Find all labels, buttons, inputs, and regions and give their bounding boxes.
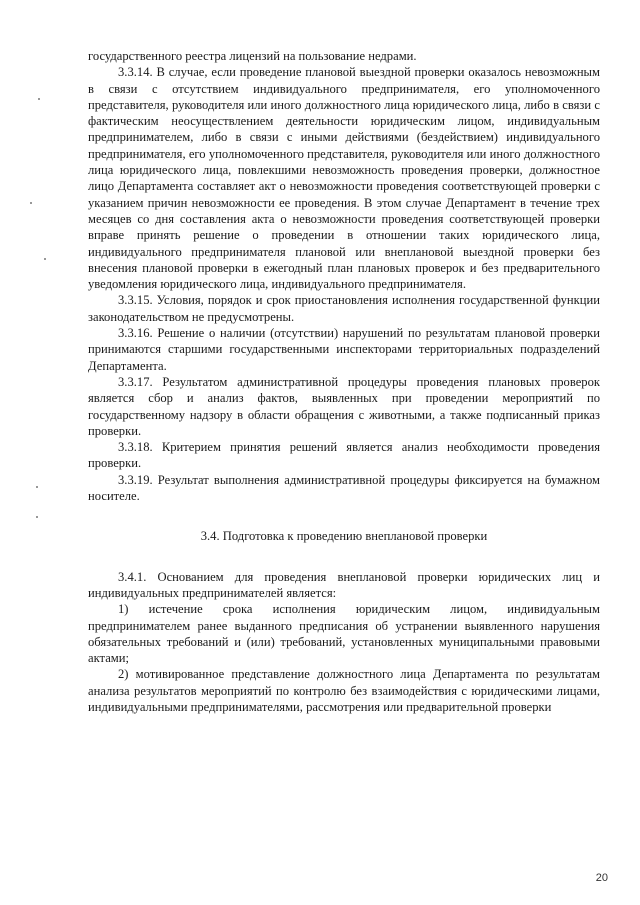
paragraph-3-3-14: 3.3.14. В случае, если проведение плановой выездной проверки оказалось невозможным в связи с отсутствием индивидуального предпринимателя, его уполномоченного представителя, руководителя или иного должностного лица юридического лица, либо в связи с фактическим неосуществлением деятельности юридическим лицом, индивидуальным предпринимателем, либо в связи с иными действиями (бездействием) индивидуального предпринимателя, его уполномоченного представителя, руководителя или иного должностного лица юридического лица, повлекшими невозможность проведения проверки, должностное лицо Департамента составляет акт о невозможности проведения соответствующей проверки с указанием причин невозможности ее проведения. В этом случае Департамент в течение трех месяцев со дня составления акта о невозможности проведения соответствующей проверки вправе принять решение о проведении в отношении таких юридического лица, индивидуального предпринимателя плановой или внеплановой выездной проверки без внесения плановой проверки в ежегодный план плановых проверок и без предварительного уведомления юридического лица, индивидуального предпринимателя. xyxy=(88,65,600,292)
list-item-2: 2) мотивированное представление должностного лица Департамента по результатам анализа результатов мероприятий по контролю без взаимодействия с юридическими лицами, индивидуальными предпринимателями, рассмотрения или предварительной проверки xyxy=(88,667,600,714)
section-heading-3-4: 3.4. Подготовка к проведению внеплановой проверки xyxy=(200,529,488,544)
list-item-1: 1) истечение срока исполнения юридическим лицом, индивидуальным предпринимателем ранее выданного предписания об устранении выявленного нарушения обязательных требований и (или) требований, установленных муниципальными правовыми актами; xyxy=(88,602,600,666)
paragraph-3-3-19: 3.3.19. Результат выполнения административной процедуры фиксируется на бумажном носителе. xyxy=(88,472,600,504)
paragraph-3-3-15: 3.3.15. Условия, порядок и срок приостановления исполнения государственной функции законодательством не предусмотрены. xyxy=(88,293,600,324)
page-number: 20 xyxy=(595,872,608,884)
scan-speck xyxy=(38,98,40,100)
scan-speck xyxy=(36,516,38,518)
paragraph-3-4-1: 3.4.1. Основанием для проведения внеплановой проверки юридических лиц и индивидуальных предпринимателей является: xyxy=(88,569,600,600)
paragraph-3-3-18: 3.3.18. Критерием принятия решений является анализ необходимости проведения проверки. xyxy=(88,440,600,471)
document-body xyxy=(88,48,600,715)
scan-speck xyxy=(36,486,38,488)
paragraph-continuation: государственного реестра лицензий на пользование недрами. xyxy=(88,49,417,63)
scan-speck xyxy=(44,258,46,260)
paragraph-3-3-16: 3.3.16. Решение о наличии (отсутствии) нарушений по результатам плановой проверки принимаются старшими государственными инспекторами территориальных подразделений Департамента. xyxy=(88,326,600,373)
scan-speck xyxy=(30,202,32,204)
paragraph-3-3-17: 3.3.17. Результатом административной процедуры проведения плановых проверок является сбор и анализ фактов, выявленных при проведении мероприятий по государственному надзору в области обращения с животными, а также подписанный приказ проверки. xyxy=(88,374,600,438)
